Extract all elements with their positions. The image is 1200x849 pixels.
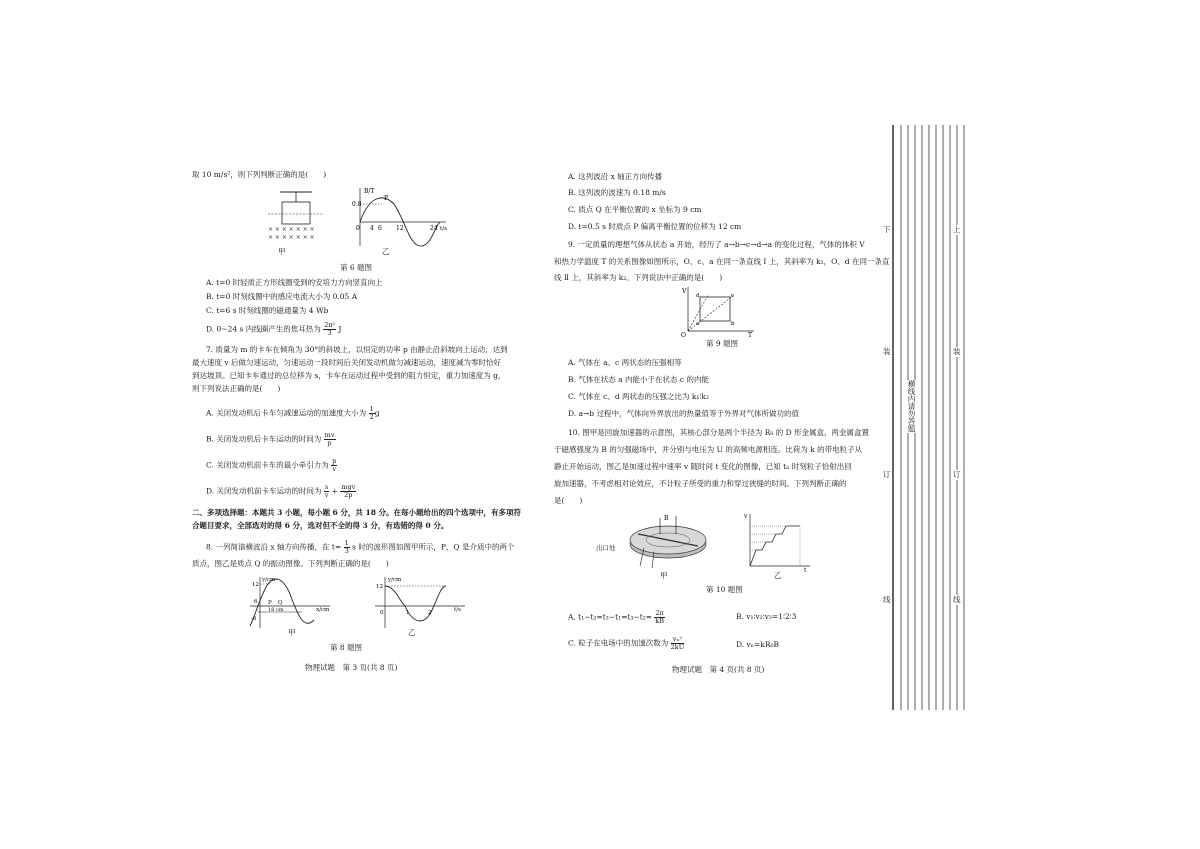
fig10-t-axis: t xyxy=(804,567,807,572)
figure-9 xyxy=(678,285,758,337)
q10-option-a: A. t₁−t₂=t₃−t₁=t₃−t₂= $\frac{2\pi}{kB}$ xyxy=(568,609,664,625)
binding-lines xyxy=(885,125,985,710)
fig8b-x-axis: t/s xyxy=(454,607,461,613)
q6-option-a: A. t=0 时轻质正方形线圈受到的安培力方向竖直向上 xyxy=(206,278,383,287)
section-2-line-1: 二、多项选择题：本题共 3 小题，每小题 6 分，共 18 分。在每小题给出的四个选项中，有多项符 xyxy=(192,508,522,517)
binding-margin xyxy=(885,125,985,710)
q10-line-1: 10. 图甲是回旋加速器的示意图，其核心部分是两个半径为 R₀ 的 D 形金属盒，两金属盒置 xyxy=(568,428,870,437)
q8-option-b: B. 这列波的波速为 0.18 m/s xyxy=(568,188,666,197)
binder-label-ding-2: 订 xyxy=(883,470,891,479)
fig8a-tick-top: 12 xyxy=(252,582,259,588)
fig8b-tick-2: 2 xyxy=(428,610,432,616)
q6-option-d: D. 0~24 s 内线圈产生的焦耳热为 $\frac{\text{2π²}}{3}$ J xyxy=(206,321,342,337)
figure-8 xyxy=(240,574,470,632)
q7-option-d: D. 关闭发动机前卡车运动的时间为 $\frac{s}{v}$ + $\frac{\text{mgv}}{2p}$ xyxy=(206,483,356,499)
q10-option-c: C. 粒子在电场中的加速次数为 $\frac{\text{vₙ²}}{2kU}$ xyxy=(568,635,685,651)
fig9-caption: 第 9 题图 xyxy=(706,339,739,348)
binder-label-zhuang: 装 xyxy=(953,347,961,356)
binder-notice: 横线内请勿答题 xyxy=(907,380,916,433)
q8-option-a: A. 这列波沿 x 轴正方向传播 xyxy=(568,172,663,181)
fig9-label-c: c xyxy=(731,293,735,299)
fig8b-tick-1: 1 xyxy=(406,610,410,616)
q7-line-4: 则下列说法正确的是( ) xyxy=(192,384,281,393)
q8-line-1: 8. 一列简谐横波沿 x 轴方向传播，在 t= $\frac{1}{3}$ s 时的波形图如图甲所示，P、Q 是介质中的两个 xyxy=(206,539,515,555)
fig9-t-axis: T xyxy=(748,332,753,337)
fig8a-tick-bot: -6 xyxy=(251,616,257,622)
figure-6 xyxy=(260,186,450,256)
q6-option-c: C. t=6 s 时刻线圈的磁通量为 4 Wb xyxy=(206,306,329,315)
q9-option-c: C. 气体在 c、d 两状态的压强之比为 k₁∶k₂ xyxy=(568,392,709,401)
fig8b-tick-0: 0 xyxy=(380,610,384,616)
q9-line-3: 线 Ⅱ 上，其斜率为 k₂。下列说法中正确的是( ) xyxy=(554,273,723,282)
fig8-caption: 第 8 题图 xyxy=(330,643,363,652)
svg-text:× × × × × × ×: × × × × × × × xyxy=(268,234,315,241)
q9-option-d: D. a→b 过程中，气体向外界放出的热量值等于外界对气体所做功的值 xyxy=(568,409,799,418)
binder-label-xian-2: 线 xyxy=(883,595,891,604)
q10-line-4: 旋加速器，不考虑相对论效应，不计粒子所受的重力和穿过狭缝的时间。下列判断正确的 xyxy=(554,479,847,488)
wave-graph xyxy=(250,577,330,628)
section-2-line-2: 合题目要求，全部选对的得 6 分，选对但不全的得 3 分，有选错的得 0 分。 xyxy=(192,521,449,530)
q9-line-1: 9. 一定质量的理想气体从状态 a 开始，经历了 a→b→c→d→a 的变化过程，气体的体积 V xyxy=(568,240,865,249)
fig10-exit-label: 出口处 xyxy=(596,544,616,552)
fig6-y-tick: 0.8 xyxy=(352,201,362,208)
fig6-t-axis: t/s xyxy=(440,226,447,232)
fig6-caption: 第 6 题图 xyxy=(340,263,373,272)
fig8-label-yi: 乙 xyxy=(408,628,416,637)
binder-label-zhuang-2: 装 xyxy=(883,347,891,356)
fig8-label-jia: 甲 xyxy=(288,628,296,637)
q7-option-a: A. 关闭发动机后卡车匀减速运动的加速度大小为 $\frac{1}{2}$ g xyxy=(206,405,380,421)
fig9-origin: O xyxy=(681,332,686,337)
fig6-tick-24: 24 xyxy=(430,225,438,232)
q10-line-3: 静止开始运动，图乙是加速过程中速率 v 随时间 t 变化的图像，已知 tₙ 时刻粒子恰射出回 xyxy=(554,462,852,471)
fig8b-tick: 12 xyxy=(376,584,383,590)
figure-10-cyclotron xyxy=(616,512,716,572)
fig9-v-axis: V xyxy=(682,288,687,295)
binder-label-xian: 线 xyxy=(953,595,961,604)
fig6-p-label: P xyxy=(384,195,389,202)
fig8a-label-p: P xyxy=(268,600,272,606)
page-3-footer: 物理试题 第 3 页(共 8 页) xyxy=(305,663,398,672)
fig9-label-d: d xyxy=(696,293,700,299)
q7-option-b: B. 关闭发动机后卡车运动的时间为 $\frac{mv}{p}$ xyxy=(206,431,335,447)
fig10-b-label: B xyxy=(664,515,669,522)
q9-option-a: A. 气体在 a、c 两状态的压强相等 xyxy=(568,358,682,367)
fig6-tick-6: 6 xyxy=(378,225,382,232)
figure-10-v-t-graph xyxy=(742,512,812,572)
left-page xyxy=(150,0,540,849)
fig9-label-b: b xyxy=(731,321,735,327)
q10-line-2: 于磁感强度为 B 的匀强磁场中，并分别与电压为 U 的高频电源相连。比荷为 k 的带电粒子从 xyxy=(554,445,863,454)
fig8a-y-axis: y/cm xyxy=(262,577,276,583)
fig8a-x-axis: x/cm xyxy=(316,607,330,613)
fig8b-y-axis: y/cm xyxy=(388,577,402,583)
q8-option-c: C. 质点 Q 在平衡位置的 x 坐标为 9 cm xyxy=(568,205,702,214)
q9-line-2: 和热力学温度 T 的关系图像如图所示，O、c、a 在同一条直线 Ⅰ 上，其斜率为 k₁，O、d 在同一条直 xyxy=(554,257,890,266)
svg-text:× × × × × × ×: × × × × × × × xyxy=(268,226,315,233)
page-4-footer: 物理试题 第 4 页(共 8 页) xyxy=(672,665,765,674)
q8-option-d: D. t=0.5 s 时质点 P 偏离平衡位置的位移为 12 cm xyxy=(568,222,742,231)
fig6-tick-0: 0 xyxy=(356,225,360,232)
fig6-label-yi: 乙 xyxy=(382,247,390,256)
vibration-graph xyxy=(375,577,465,628)
fig8a-label-q: Q xyxy=(278,600,283,606)
fig8a-tick-mid: 6 xyxy=(254,599,258,605)
fig8a-distance: 18 cm xyxy=(268,607,284,613)
fig6-label-jia: 甲 xyxy=(278,247,286,256)
q7-line-1: 7. 质量为 m 的卡车在倾角为 30°的斜坡上，以恒定的功率 p 由静止沿斜坡向上运动，达到 xyxy=(206,345,508,354)
fig10-label-jia: 甲 xyxy=(660,571,668,580)
q6-tail: 取 10 m/s²，则下列判断正确的是( ) xyxy=(192,170,327,179)
q10-option-b: B. v₁∶v₂∶v₃=1∶2∶3 xyxy=(736,612,797,621)
fig6-b-axis: B/T xyxy=(364,188,375,195)
fig10-caption: 第 10 题图 xyxy=(706,585,743,594)
binder-label-ding: 订 xyxy=(953,470,961,479)
binder-label-shang: 上 xyxy=(953,225,961,234)
q10-line-5: 是( ) xyxy=(554,496,583,505)
fig10-v-axis: v xyxy=(744,513,748,520)
q7-line-2: 最大速度 v 后做匀速运动，匀速运动一段时间后关闭发动机做匀减速运动，速度减为零时恰好 xyxy=(192,358,502,367)
fig10-label-yi: 乙 xyxy=(774,571,782,580)
q8-line-2: 质点，图乙是质点 Q 的振动图像。下列判断正确的是( ) xyxy=(192,559,389,568)
fig6-tick-12: 12 xyxy=(396,225,404,232)
fig6-tick-4: 4 xyxy=(370,225,374,232)
q7-line-3: 到达坡顶。已知卡车通过的总位移为 s，卡车在运动过程中受到的阻力恒定，重力加速度为 g， xyxy=(192,371,506,380)
right-page xyxy=(554,0,890,849)
q7-option-c: C. 关闭发动机前卡车的最小牵引力为 $\frac{p}{v}$ xyxy=(206,457,337,473)
q10-option-d: D. vₙ=kR₀B xyxy=(736,640,779,649)
q9-option-b: B. 气体在状态 a 内能小于在状态 c 的内能 xyxy=(568,375,709,384)
binder-label-xia: 下 xyxy=(883,225,891,234)
fig9-label-a: a xyxy=(696,321,700,327)
q6-option-b: B. t=0 时刻线圈中的感应电流大小为 0.05 A xyxy=(206,292,358,301)
b-t-graph xyxy=(352,188,447,246)
coil-diagram xyxy=(268,192,324,241)
